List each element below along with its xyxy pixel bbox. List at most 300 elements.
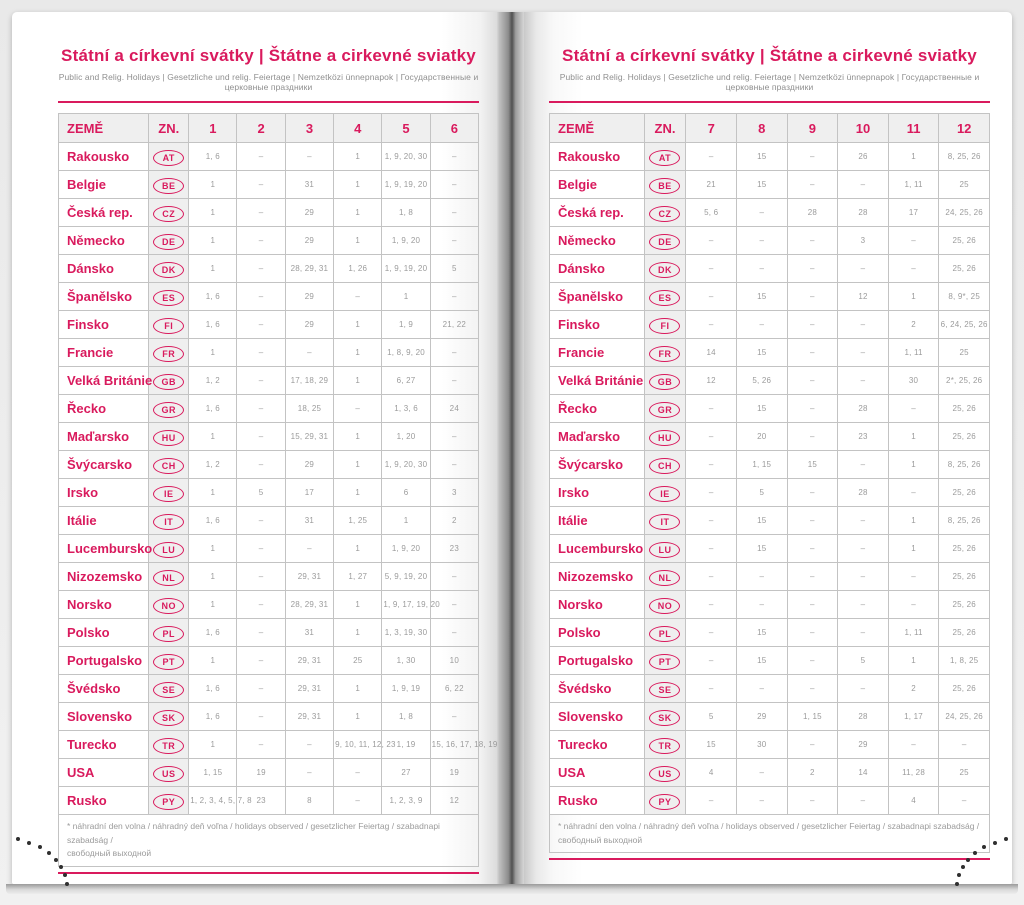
- holiday-days-cell: 1: [189, 171, 237, 199]
- holiday-days-cell: –: [686, 787, 737, 815]
- holiday-days-cell: 4: [888, 787, 939, 815]
- holiday-days-cell: 15: [736, 647, 787, 675]
- country-code-badge: LU: [153, 542, 184, 558]
- holiday-days-cell: –: [334, 283, 382, 311]
- country-code-badge: SK: [153, 710, 184, 726]
- holiday-days-cell: –: [237, 507, 285, 535]
- holiday-days-cell: 21: [686, 171, 737, 199]
- holiday-days-cell: –: [430, 227, 478, 255]
- top-rule: [549, 101, 990, 103]
- holiday-days-cell: 1, 6: [189, 283, 237, 311]
- holiday-days-cell: 6, 24, 25, 26: [939, 311, 990, 339]
- holiday-days-cell: 5, 6: [686, 199, 737, 227]
- holiday-days-cell: –: [888, 255, 939, 283]
- code-cell: [644, 479, 686, 507]
- country-code-badge: ES: [153, 290, 184, 306]
- holiday-days-cell: –: [686, 227, 737, 255]
- page-title: Státní a církevní svátky | Štátne a cirkevné sviatky: [61, 46, 476, 65]
- country-cell: Švýcarsko: [59, 451, 149, 479]
- holiday-days-cell: –: [686, 283, 737, 311]
- country-cell: Nizozemsko: [59, 563, 149, 591]
- code-cell: [644, 703, 686, 731]
- holiday-days-cell: 29: [285, 199, 333, 227]
- footnote-cell: [550, 815, 990, 853]
- holiday-days-cell: –: [237, 591, 285, 619]
- holiday-days-cell: –: [237, 143, 285, 171]
- holiday-days-cell: 15: [736, 535, 787, 563]
- table-row: [550, 143, 990, 171]
- country-code-badge: AT: [649, 150, 680, 166]
- country-cell: Irsko: [550, 479, 645, 507]
- holiday-days-cell: –: [686, 591, 737, 619]
- country-cell: Řecko: [550, 395, 645, 423]
- holiday-days-cell: 1: [334, 703, 382, 731]
- holiday-days-cell: –: [686, 255, 737, 283]
- holiday-days-cell: 31: [285, 507, 333, 535]
- table-row: [59, 255, 479, 283]
- country-code-badge: PY: [649, 794, 680, 810]
- holiday-days-cell: 1: [334, 143, 382, 171]
- holiday-days-cell: 29, 31: [285, 675, 333, 703]
- holiday-days-cell: 1: [334, 591, 382, 619]
- country-code-badge: NL: [649, 570, 680, 586]
- table-row: [550, 591, 990, 619]
- country-cell: Česká rep.: [550, 199, 645, 227]
- table-row: [550, 255, 990, 283]
- table-row: [59, 311, 479, 339]
- country-code-badge: LU: [649, 542, 680, 558]
- column-header: 10: [838, 114, 889, 143]
- holiday-days-cell: 1, 15: [787, 703, 838, 731]
- holiday-days-cell: 24, 25, 26: [939, 703, 990, 731]
- holiday-days-cell: 29: [736, 703, 787, 731]
- column-header: 3: [285, 114, 333, 143]
- table-row: [550, 675, 990, 703]
- column-header: 7: [686, 114, 737, 143]
- holiday-days-cell: 9, 10, 11, 12, 23: [334, 731, 382, 759]
- holiday-days-cell: –: [787, 647, 838, 675]
- holiday-days-cell: –: [686, 563, 737, 591]
- code-cell: [644, 255, 686, 283]
- table-row: [550, 759, 990, 787]
- holiday-days-cell: –: [285, 731, 333, 759]
- holiday-days-cell: 1: [382, 507, 430, 535]
- bottom-rule: [58, 872, 479, 874]
- country-cell: USA: [550, 759, 645, 787]
- footnote-line: * náhradní den volna / náhradný deň voľna / holidays observed / gesetzlicher Feiertag / szabadnapi szabadság /: [558, 821, 980, 831]
- holiday-days-cell: 1: [189, 591, 237, 619]
- table-row: [59, 787, 479, 815]
- holiday-days-cell: 24: [430, 395, 478, 423]
- holiday-days-cell: 1, 2, 3, 4, 5, 7, 8: [189, 787, 237, 815]
- column-header: ZEMĚ: [550, 114, 645, 143]
- holiday-days-cell: –: [430, 143, 478, 171]
- holiday-days-cell: 28, 29, 31: [285, 591, 333, 619]
- holiday-days-cell: 1, 11: [888, 171, 939, 199]
- country-cell: Finsko: [550, 311, 645, 339]
- country-code-badge: TR: [153, 738, 184, 754]
- country-cell: Švýcarsko: [550, 451, 645, 479]
- country-cell: Francie: [59, 339, 149, 367]
- bottom-rule: [549, 858, 990, 860]
- holiday-days-cell: 1: [189, 563, 237, 591]
- footnote-row: [59, 815, 479, 867]
- holiday-days-cell: 1, 6: [189, 395, 237, 423]
- holiday-days-cell: 19: [430, 759, 478, 787]
- holiday-days-cell: 1: [888, 283, 939, 311]
- holiday-days-cell: 15: [736, 171, 787, 199]
- holiday-days-cell: 2*, 25, 26: [939, 367, 990, 395]
- table-row: [59, 675, 479, 703]
- country-cell: Rusko: [550, 787, 645, 815]
- holiday-days-cell: 1, 15: [189, 759, 237, 787]
- holiday-days-cell: –: [237, 227, 285, 255]
- country-cell: Slovensko: [59, 703, 149, 731]
- holiday-days-cell: –: [838, 591, 889, 619]
- code-cell: [644, 143, 686, 171]
- column-header: ZEMĚ: [59, 114, 149, 143]
- holiday-days-cell: –: [237, 395, 285, 423]
- country-code-badge: HU: [153, 430, 184, 446]
- footnote-line: свободный выходной: [558, 834, 643, 845]
- holiday-days-cell: 8: [285, 787, 333, 815]
- table-row: [550, 507, 990, 535]
- table-row: [59, 535, 479, 563]
- holiday-days-cell: –: [838, 563, 889, 591]
- holiday-days-cell: 29, 31: [285, 647, 333, 675]
- holiday-days-cell: –: [237, 199, 285, 227]
- holiday-days-cell: 5: [237, 479, 285, 507]
- country-cell: USA: [59, 759, 149, 787]
- holiday-days-cell: 1, 9, 20: [382, 227, 430, 255]
- country-cell: Švédsko: [550, 675, 645, 703]
- column-header: 11: [888, 114, 939, 143]
- holiday-days-cell: 1: [334, 171, 382, 199]
- holiday-days-cell: 1: [189, 199, 237, 227]
- holiday-days-cell: 1: [189, 255, 237, 283]
- table-row: [59, 423, 479, 451]
- holiday-days-cell: 1, 9: [382, 311, 430, 339]
- holiday-days-cell: 1: [334, 479, 382, 507]
- holiday-days-cell: 2: [888, 675, 939, 703]
- country-code-badge: CZ: [649, 206, 680, 222]
- holiday-days-cell: 1, 30: [382, 647, 430, 675]
- holiday-days-cell: 25, 26: [939, 535, 990, 563]
- holiday-days-cell: –: [430, 171, 478, 199]
- table-row: [550, 787, 990, 815]
- holiday-days-cell: –: [237, 311, 285, 339]
- left-page: [12, 12, 500, 884]
- code-cell: [644, 787, 686, 815]
- holiday-days-cell: –: [334, 759, 382, 787]
- holiday-days-cell: 14: [686, 339, 737, 367]
- holiday-days-cell: –: [838, 255, 889, 283]
- holiday-days-cell: 23: [838, 423, 889, 451]
- holiday-days-cell: 1, 6: [189, 703, 237, 731]
- holiday-days-cell: 1: [334, 535, 382, 563]
- holiday-days-cell: –: [736, 759, 787, 787]
- holiday-days-cell: 1: [888, 535, 939, 563]
- holiday-days-cell: –: [686, 647, 737, 675]
- holiday-days-cell: 17: [285, 479, 333, 507]
- table-row: [550, 227, 990, 255]
- country-code-badge: NO: [153, 598, 184, 614]
- table-row: [550, 479, 990, 507]
- holiday-days-cell: 18, 25: [285, 395, 333, 423]
- holiday-days-cell: –: [686, 143, 737, 171]
- holiday-days-cell: 15: [736, 143, 787, 171]
- holiday-days-cell: –: [787, 143, 838, 171]
- holiday-days-cell: –: [736, 255, 787, 283]
- code-cell: [149, 171, 189, 199]
- holiday-days-cell: –: [939, 731, 990, 759]
- country-cell: Velká Británie: [59, 367, 149, 395]
- table-row: [59, 143, 479, 171]
- holiday-days-cell: 1, 20: [382, 423, 430, 451]
- holiday-days-cell: 30: [736, 731, 787, 759]
- country-code-badge: BE: [649, 178, 680, 194]
- holiday-days-cell: 3: [430, 479, 478, 507]
- country-code-badge: CH: [153, 458, 184, 474]
- country-cell: Dánsko: [59, 255, 149, 283]
- holiday-days-cell: 2: [888, 311, 939, 339]
- holiday-days-cell: 15: [736, 283, 787, 311]
- holiday-days-cell: 1: [888, 451, 939, 479]
- holiday-days-cell: –: [686, 507, 737, 535]
- country-cell: Rusko: [59, 787, 149, 815]
- code-cell: [149, 339, 189, 367]
- holiday-days-cell: 1, 11: [888, 339, 939, 367]
- code-cell: [644, 339, 686, 367]
- holiday-days-cell: 3: [838, 227, 889, 255]
- holiday-days-cell: –: [686, 423, 737, 451]
- code-cell: [644, 283, 686, 311]
- country-code-badge: IE: [649, 486, 680, 502]
- country-cell: Dánsko: [550, 255, 645, 283]
- column-header: 5: [382, 114, 430, 143]
- holiday-days-cell: –: [686, 311, 737, 339]
- holiday-days-cell: 29, 31: [285, 563, 333, 591]
- holiday-days-cell: 25: [334, 647, 382, 675]
- holiday-days-cell: –: [237, 423, 285, 451]
- country-code-badge: GR: [649, 402, 680, 418]
- holiday-days-cell: –: [237, 535, 285, 563]
- column-header: ZN.: [149, 114, 189, 143]
- table-row: [59, 339, 479, 367]
- holiday-days-cell: 1, 8: [382, 199, 430, 227]
- country-code-badge: FR: [649, 346, 680, 362]
- footnote-row: [550, 815, 990, 853]
- holiday-days-cell: 2: [430, 507, 478, 535]
- code-cell: [644, 311, 686, 339]
- holiday-days-cell: –: [838, 451, 889, 479]
- country-cell: Portugalsko: [59, 647, 149, 675]
- code-cell: [149, 647, 189, 675]
- holiday-days-cell: 1, 9, 20, 30: [382, 143, 430, 171]
- column-header: ZN.: [644, 114, 686, 143]
- footnote-cell: [59, 815, 479, 867]
- code-cell: [149, 367, 189, 395]
- holiday-days-cell: 6: [382, 479, 430, 507]
- holiday-days-cell: –: [787, 479, 838, 507]
- holiday-days-cell: –: [888, 479, 939, 507]
- holiday-days-cell: –: [888, 591, 939, 619]
- country-cell: Španělsko: [550, 283, 645, 311]
- holiday-days-cell: –: [787, 255, 838, 283]
- holiday-days-cell: 1: [334, 451, 382, 479]
- holiday-days-cell: –: [285, 143, 333, 171]
- code-cell: [644, 731, 686, 759]
- holiday-days-cell: –: [787, 367, 838, 395]
- code-cell: [149, 563, 189, 591]
- holiday-days-cell: 5, 9, 19, 20: [382, 563, 430, 591]
- holiday-days-cell: –: [838, 787, 889, 815]
- holiday-days-cell: 10: [430, 647, 478, 675]
- holiday-days-cell: 17, 18, 29: [285, 367, 333, 395]
- holiday-days-cell: 1, 2, 3, 9: [382, 787, 430, 815]
- table-row: [550, 339, 990, 367]
- column-header: 1: [189, 114, 237, 143]
- holiday-days-cell: –: [430, 423, 478, 451]
- holiday-days-cell: 4: [686, 759, 737, 787]
- holiday-days-cell: –: [787, 675, 838, 703]
- holiday-days-cell: 29: [285, 227, 333, 255]
- holiday-days-cell: –: [939, 787, 990, 815]
- holiday-days-cell: 1, 8, 25: [939, 647, 990, 675]
- holiday-days-cell: 1, 9, 20, 30: [382, 451, 430, 479]
- holiday-days-cell: 28: [787, 199, 838, 227]
- code-cell: [644, 395, 686, 423]
- country-cell: Lucembursko: [59, 535, 149, 563]
- country-code-badge: PT: [153, 654, 184, 670]
- holiday-days-cell: 1: [334, 339, 382, 367]
- table-row: [59, 647, 479, 675]
- table-row: [59, 199, 479, 227]
- code-cell: [149, 143, 189, 171]
- country-cell: Francie: [550, 339, 645, 367]
- holiday-days-cell: –: [334, 787, 382, 815]
- holiday-days-cell: –: [787, 563, 838, 591]
- code-cell: [644, 227, 686, 255]
- country-cell: Německo: [550, 227, 645, 255]
- holiday-days-cell: 6, 22: [430, 675, 478, 703]
- holiday-days-cell: 28: [838, 199, 889, 227]
- code-cell: [149, 703, 189, 731]
- country-cell: Norsko: [550, 591, 645, 619]
- country-cell: Maďarsko: [550, 423, 645, 451]
- code-cell: [644, 171, 686, 199]
- holiday-days-cell: 29: [285, 283, 333, 311]
- holiday-days-cell: –: [430, 703, 478, 731]
- holiday-days-cell: 21, 22: [430, 311, 478, 339]
- code-cell: [644, 563, 686, 591]
- holiday-days-cell: 26: [838, 143, 889, 171]
- holiday-days-cell: 1, 8: [382, 703, 430, 731]
- holiday-days-cell: 1, 3, 19, 30: [382, 619, 430, 647]
- country-cell: Rakousko: [59, 143, 149, 171]
- holiday-days-cell: 28, 29, 31: [285, 255, 333, 283]
- holiday-days-cell: –: [736, 787, 787, 815]
- country-cell: Portugalsko: [550, 647, 645, 675]
- table-row: [550, 283, 990, 311]
- column-header: 8: [736, 114, 787, 143]
- holiday-days-cell: 1: [334, 423, 382, 451]
- country-cell: Nizozemsko: [550, 563, 645, 591]
- holiday-days-cell: –: [838, 171, 889, 199]
- holiday-days-cell: 5: [686, 703, 737, 731]
- holiday-days-cell: –: [736, 563, 787, 591]
- country-cell: Itálie: [550, 507, 645, 535]
- country-cell: Česká rep.: [59, 199, 149, 227]
- holiday-days-cell: –: [430, 619, 478, 647]
- country-code-badge: US: [153, 766, 184, 782]
- holiday-days-cell: 1: [888, 423, 939, 451]
- country-code-badge: PL: [153, 626, 184, 642]
- country-cell: Belgie: [59, 171, 149, 199]
- country-cell: Irsko: [59, 479, 149, 507]
- holiday-days-cell: –: [838, 675, 889, 703]
- holiday-days-cell: 1, 2: [189, 451, 237, 479]
- holiday-days-cell: –: [285, 339, 333, 367]
- holiday-days-cell: 5, 26: [736, 367, 787, 395]
- holiday-days-cell: 12: [430, 787, 478, 815]
- holiday-days-cell: 1: [888, 647, 939, 675]
- country-code-badge: DE: [153, 234, 184, 250]
- table-row: [59, 563, 479, 591]
- holiday-days-cell: –: [237, 367, 285, 395]
- holiday-days-cell: 12: [686, 367, 737, 395]
- holiday-days-cell: 25: [939, 759, 990, 787]
- table-row: [550, 199, 990, 227]
- country-cell: Turecko: [550, 731, 645, 759]
- holiday-days-cell: –: [736, 199, 787, 227]
- holiday-days-cell: –: [430, 367, 478, 395]
- table-row: [550, 703, 990, 731]
- holiday-days-cell: –: [838, 535, 889, 563]
- holiday-days-cell: –: [237, 675, 285, 703]
- page-subtitle: Public and Relig. Holidays | Gesetzliche und relig. Feiertage | Nemzetközi ünnepnapok | Государственные и церковные праздники: [58, 72, 479, 92]
- code-cell: [149, 787, 189, 815]
- holiday-days-cell: 11, 28: [888, 759, 939, 787]
- table-row: [550, 535, 990, 563]
- code-cell: [149, 591, 189, 619]
- page-subtitle: Public and Relig. Holidays | Gesetzliche und relig. Feiertage | Nemzetközi ünnepnapok | Государственные и церковные праздники: [559, 72, 980, 92]
- holiday-days-cell: 20: [736, 423, 787, 451]
- holiday-days-cell: –: [888, 731, 939, 759]
- holiday-days-cell: –: [430, 563, 478, 591]
- country-code-badge: CZ: [153, 206, 184, 222]
- holiday-days-cell: 1, 9, 20: [382, 535, 430, 563]
- table-row: [59, 451, 479, 479]
- code-cell: [149, 675, 189, 703]
- holiday-days-cell: –: [787, 339, 838, 367]
- holiday-days-cell: –: [838, 507, 889, 535]
- holiday-days-cell: 1: [334, 199, 382, 227]
- code-cell: [149, 227, 189, 255]
- holiday-days-cell: 15: [686, 731, 737, 759]
- holiday-days-cell: 1: [334, 619, 382, 647]
- holiday-days-cell: 1, 6: [189, 619, 237, 647]
- country-code-badge: NO: [649, 598, 680, 614]
- holiday-days-cell: 25, 26: [939, 227, 990, 255]
- top-rule: [58, 101, 479, 103]
- holiday-days-cell: –: [237, 619, 285, 647]
- column-header: 4: [334, 114, 382, 143]
- holiday-days-cell: –: [787, 787, 838, 815]
- country-code-badge: ES: [649, 290, 680, 306]
- holiday-days-cell: –: [686, 451, 737, 479]
- code-cell: [644, 367, 686, 395]
